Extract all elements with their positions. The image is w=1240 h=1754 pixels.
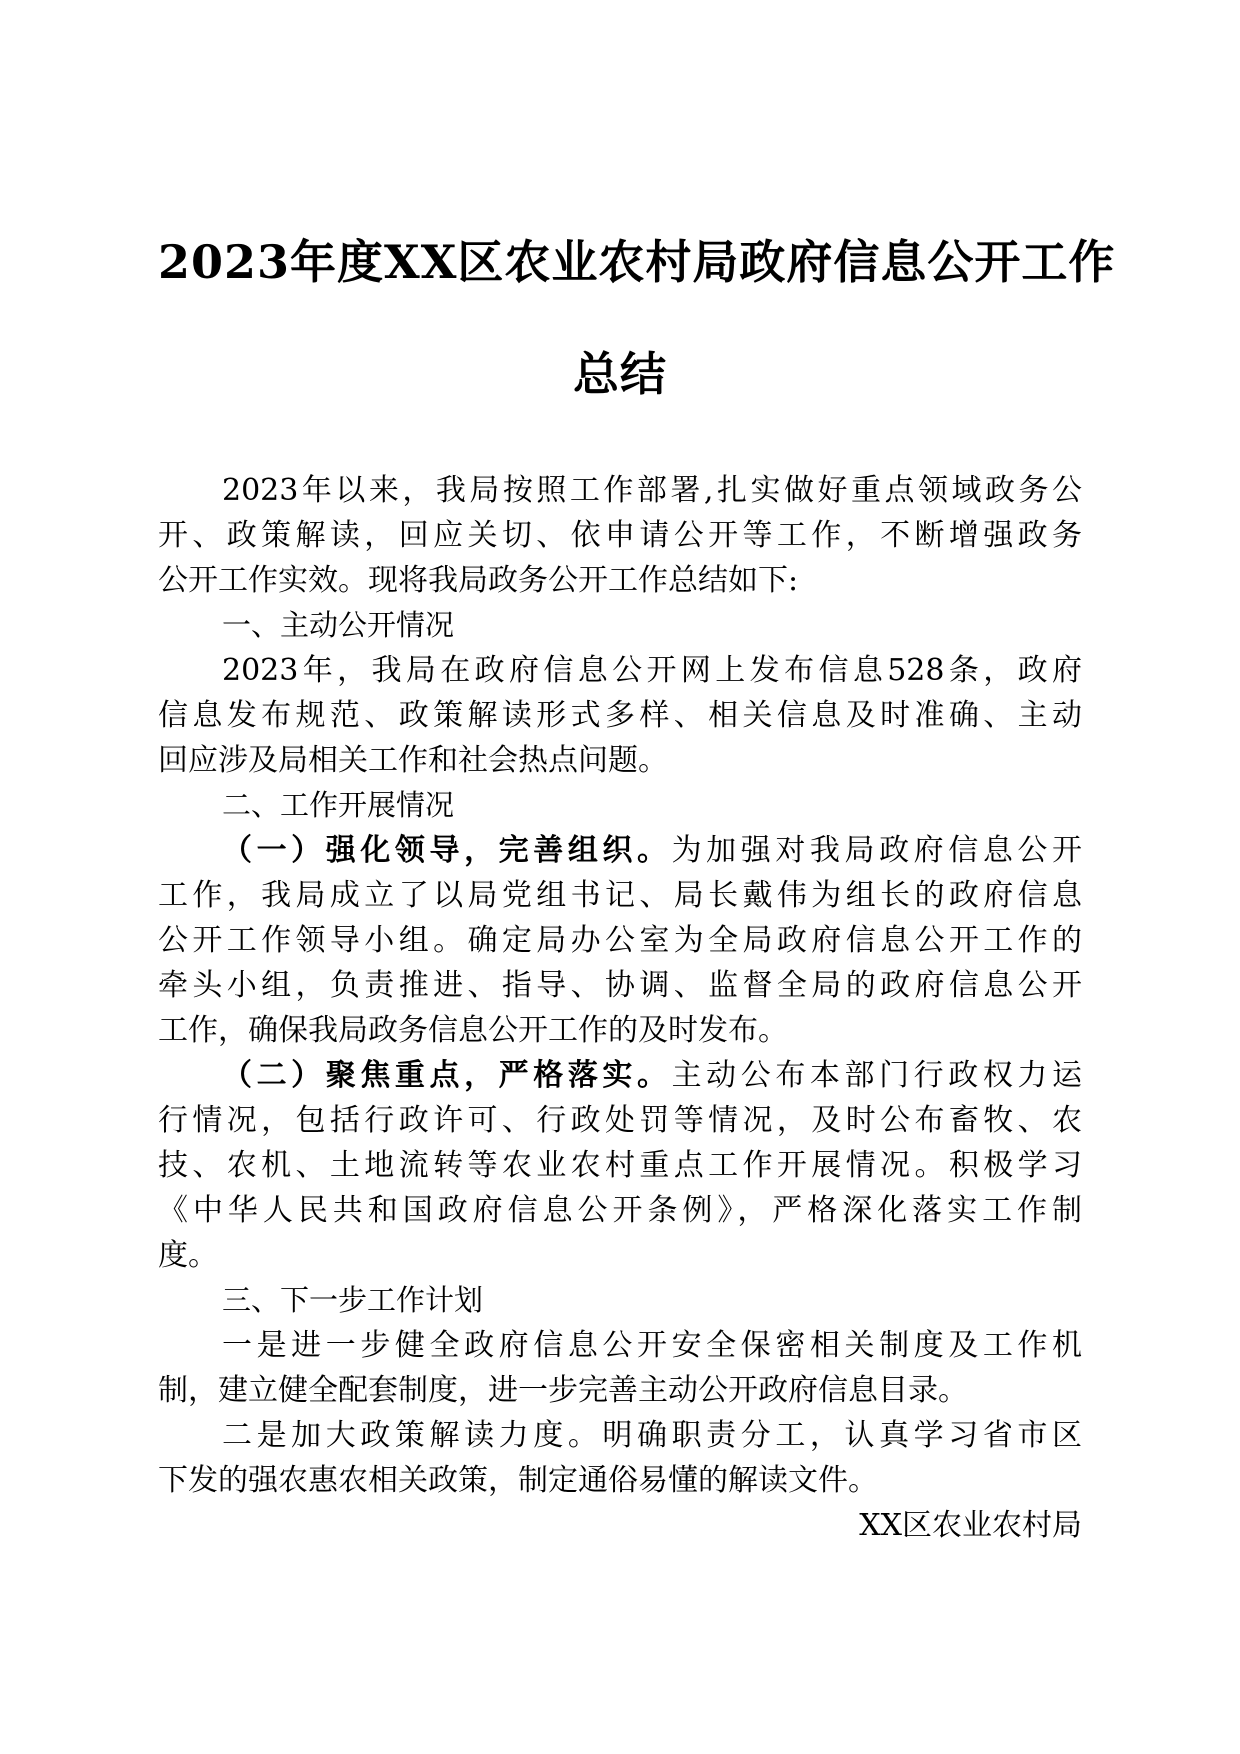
- subsection-1-first-rest: 为加强对我局政府信息公开: [671, 833, 1083, 868]
- subsection-1-line: 工作，确保我局政务信息公开工作的及时发布。: [158, 1013, 788, 1048]
- intro-line: 开、政策解读，回应关切、依申请公开等工作，不断增强政务: [158, 518, 1082, 553]
- subsection-1-line: 工作，我局成立了以局党组书记、局长戴伟为组长的政府信息: [158, 878, 1082, 913]
- section-1-line: 2023年，我局在政府信息公开网上发布信息528条，政府: [222, 653, 1082, 688]
- document-title-line-2: 总结: [573, 347, 667, 401]
- section-1-line: 回应涉及局相关工作和社会热点问题。: [158, 743, 668, 778]
- intro-line: 公开工作实效。现将我局政务公开工作总结如下:: [158, 563, 799, 598]
- subsection-2-first-line: [158, 1053, 1082, 1098]
- signature: XX区农业农村局: [859, 1508, 1082, 1543]
- subsection-2-lead: （二）聚焦重点，严格落实。: [222, 1058, 672, 1093]
- plan-item-1-line: 一是进一步健全政府信息公开安全保密相关制度及工作机: [222, 1328, 1082, 1363]
- subsection-1-line: 公开工作领导小组。确定局办公室为全局政府信息公开工作的: [158, 923, 1082, 958]
- plan-item-1-line: 制，建立健全配套制度，进一步完善主动公开政府信息目录。: [158, 1373, 968, 1408]
- subsection-2-line: 度。: [158, 1238, 218, 1273]
- subsection-1-first-line: [158, 828, 1082, 873]
- document-title-line-1: 2023年度XX区农业农村局政府信息公开工作: [158, 235, 1116, 289]
- intro-line: 2023年以来，我局按照工作部署,扎实做好重点领域政务公: [222, 473, 1082, 508]
- subsection-2-line: 技、农机、土地流转等农业农村重点工作开展情况。积极学习: [158, 1148, 1082, 1183]
- section-3-heading: 三、下一步工作计划: [222, 1283, 484, 1317]
- subsection-2-line: 《中华人民共和国政府信息公开条例》，严格深化落实工作制: [158, 1193, 1082, 1228]
- subsection-1-lead: （一）强化领导，完善组织。: [222, 833, 672, 868]
- section-1-line: 信息发布规范、政策解读形式多样、相关信息及时准确、主动: [158, 698, 1082, 733]
- subsection-2-first-rest: 主动公布本部门行政权力运: [671, 1058, 1083, 1093]
- subsection-2-line: 行情况，包括行政许可、行政处罚等情况，及时公布畜牧、农: [158, 1103, 1082, 1138]
- section-2-heading: 二、工作开展情况: [222, 788, 455, 822]
- plan-item-2-line: 下发的强农惠农相关政策，制定通俗易懂的解读文件。: [158, 1463, 878, 1498]
- section-1-heading: 一、主动公开情况: [222, 608, 455, 642]
- document-page: [158, 0, 1116, 1754]
- plan-item-2-line: 二是加大政策解读力度。明确职责分工，认真学习省市区: [222, 1418, 1082, 1453]
- document-body: [158, 468, 1082, 1548]
- subsection-1-line: 牵头小组，负责推进、指导、协调、监督全局的政府信息公开: [158, 968, 1082, 1003]
